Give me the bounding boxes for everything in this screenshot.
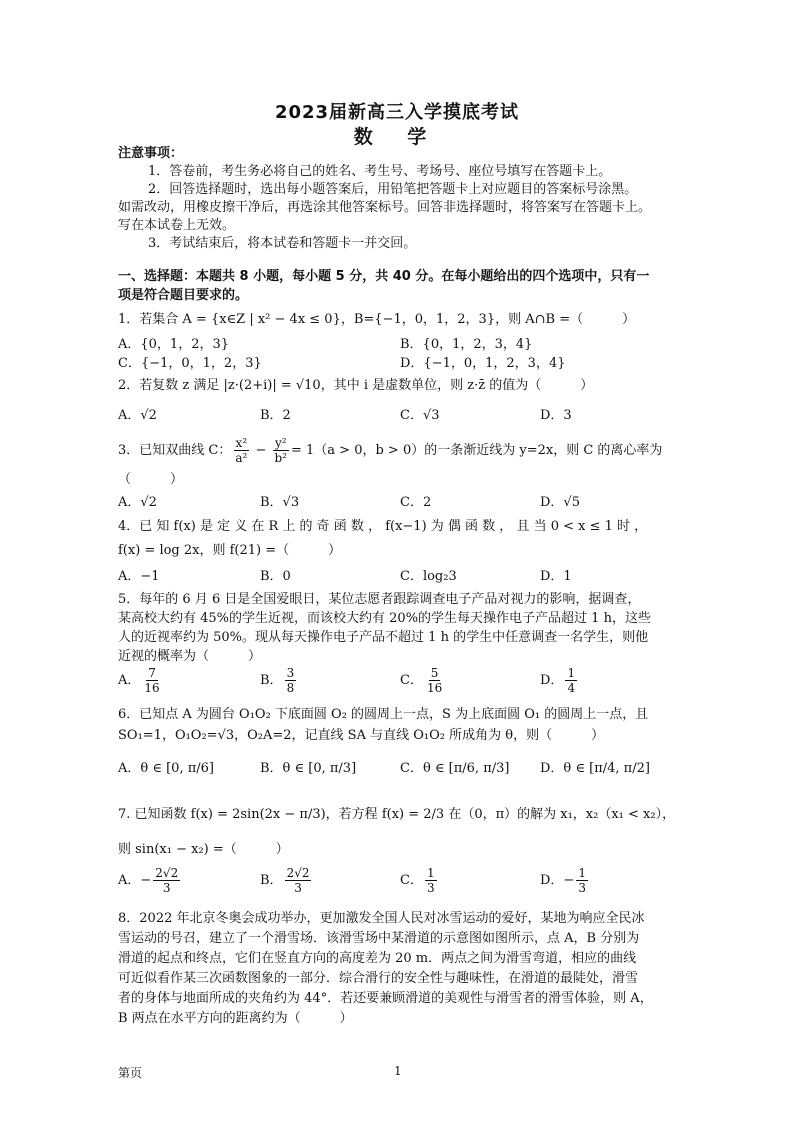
- q4-option-d: D．1: [540, 569, 572, 584]
- notice-item: 写在本试卷上无效。: [118, 218, 236, 233]
- q3-stem-pre: 3．已知双曲线 C：: [118, 443, 232, 458]
- question-4-stem: 4．已 知 f(x) 是 定 义 在 R 上 的 奇 函 数 ， f(x−1) 为 偶 函 数 ， 且 当 0 < x ≤ 1 时 ，: [118, 519, 648, 534]
- question-3-stem-cont: （ ）: [118, 472, 184, 487]
- q5-option-b: B． $\frac{3}{8}$: [260, 666, 295, 695]
- question-5-line: 人的近视率约为 50%。现从每天操作电子产品不超过 1 h 的学生中任意调查一名学生，则他: [118, 630, 649, 645]
- question-1-stem: 1．若集合 A = {x∈Z | x² − 4x ≤ 0}，B={−1，0，1，2，3}，则 A∩B =（ ）: [118, 312, 636, 327]
- question-5-line: 近视的概率为（ ）: [118, 649, 262, 664]
- q5-option-a: A． $\frac{7}{16}$: [118, 666, 160, 695]
- question-8-line: 雪运动的号召，建立了一个滑雪场．该滑雪场中某滑道的示意图如图所示，点 A，B 分别为: [118, 931, 640, 946]
- q3-fraction-y: $\frac{\text{y²}}{\text{b²}}$: [274, 436, 287, 465]
- question-7-stem: 7. 已知函数 f(x) = 2sin(2x − π/3)，若方程 f(x) = 2/3 在（0，π）的解为 x₁，x₂（x₁ < x₂），: [118, 807, 676, 822]
- q2-option-b: B．2: [260, 408, 291, 423]
- notice-item: 如需改动，用橡皮擦干净后，再选涂其他答案标号。回答非选择题时，将答案写在答题卡上。: [118, 200, 652, 215]
- notice-item: 3．考试结束后，将本试卷和答题卡一并交回。: [148, 236, 417, 251]
- page-number: 1: [394, 1064, 402, 1078]
- q4-option-a: A．−1: [118, 569, 160, 584]
- subject-title: 数 学: [353, 126, 441, 148]
- q7-option-b: B． $\frac{2√2}{3}$: [260, 866, 310, 895]
- q1-option-a: A．{0，1，2，3}: [118, 337, 230, 352]
- q3-option-a: A．√2: [118, 495, 157, 510]
- q3-option-d: D．√5: [540, 495, 580, 510]
- q2-option-d: D．3: [540, 408, 572, 423]
- question-4-stem-cont: f(x) = log 2x，则 f(21) =（ ）: [118, 543, 342, 558]
- notice-heading: 注意事项：: [118, 146, 184, 161]
- q4-option-b: B．0: [260, 569, 291, 584]
- q3-option-c: C．2: [400, 495, 432, 510]
- q7-option-c: C． $\frac{1}{3}$: [400, 866, 435, 895]
- q7-option-d: D．− $\frac{1}{3}$: [540, 866, 586, 895]
- q5-option-d: D． $\frac{1}{4}$: [540, 666, 576, 695]
- section-heading: 一、选择题：本题共 8 小题，每小题 5 分，共 40 分。在每小题给出的四个选项中，只有一: [118, 269, 650, 284]
- question-7-stem-cont: 则 sin(x₁ − x₂) =（ ）: [118, 842, 289, 857]
- q7-option-a: A．− $\frac{2√2}{3}$: [118, 866, 179, 895]
- q2-option-c: C．√3: [400, 408, 440, 423]
- notice-item: 2．回答选择题时，选出每小题答案后，用铅笔把答题卡上对应题目的答案标号涂黑。: [148, 182, 638, 197]
- q6-option-d: D．θ ∈ [π/4, π/2]: [540, 761, 650, 776]
- question-5-line: 5．每年的 6 月 6 日是全国爱眼日，某位志愿者跟踪调查电子产品对视力的影响，据调查，: [118, 592, 641, 607]
- question-8-line: 者的身体与地面所成的夹角约为 44°．若还要兼顾滑道的美观性与滑雪者的滑雪体验，则 A，: [118, 991, 653, 1006]
- q6-option-c: C．θ ∈ [π/6, π/3]: [400, 761, 510, 776]
- notice-item: 1．答卷前，考生务必将自己的姓名、考生号、考场号、座位号填写在答题卡上。: [148, 164, 612, 179]
- q3-fraction-x: $\frac{\text{x²}}{\text{a²}}$: [235, 436, 248, 465]
- q3-option-b: B．√3: [260, 495, 300, 510]
- q6-option-b: B．θ ∈ [0, π/3]: [260, 761, 357, 776]
- exam-title: 2023届新高三入学摸底考试: [274, 102, 520, 123]
- question-8-line: 8．2022 年北京冬奥会成功举办，更加激发全国人民对冰雪运动的爱好，某地为响应全民冰: [118, 911, 645, 926]
- question-3-stem: 3．已知双曲线 C： $\frac{\text{x²}}{\text{a²}}$ − $\frac{\text{y²}}{\text{b²}}$ = 1（a > 0，b > 0）的一条渐近线为 y=2x，则 C 的离心率为: [118, 436, 663, 465]
- question-2-stem: 2．若复数 z 满足 |z·(2+i)| = √10，其中 i 是虚数单位，则 z·z̄ 的值为（ ）: [118, 378, 594, 393]
- q1-option-c: C．{−1，0，1，2，3}: [118, 356, 262, 371]
- question-6-line: 6．已知点 A 为圆台 O₁O₂ 下底面圆 O₂ 的圆周上一点，S 为上底面圆 O₁ 的圆周上一点，且: [118, 707, 649, 722]
- section-heading: 项是符合题目要求的。: [118, 288, 249, 303]
- question-8-line: B 两点在水平方向的距离约为（ ）: [118, 1011, 353, 1026]
- q1-option-d: D．{−1，0，1，2，3，4}: [400, 356, 566, 371]
- question-8-line: 滑道的起点和终点，它们在竖直方向的高度差为 20 m．两点之间为滑雪弯道，相应的曲线: [118, 951, 637, 966]
- question-5-line: 某高校大约有 45%的学生近视，而该校大约有 20%的学生每天操作电子产品超过 1 h，这些: [118, 611, 651, 626]
- question-8-line: 可近似看作某三次函数图象的一部分．综合滑行的安全性与趣味性，在滑道的最陡处，滑雪: [118, 971, 639, 986]
- q2-option-a: A．√2: [118, 408, 157, 423]
- question-6-line: SO₁=1，O₁O₂=√3，O₂A=2，记直线 SA 与直线 O₁O₂ 所成角为 θ，则（ ）: [118, 728, 605, 743]
- footer-label: 第页: [118, 1066, 143, 1080]
- q3-stem-post: = 1（a > 0，b > 0）的一条渐近线为 y=2x，则 C 的离心率为: [291, 443, 663, 458]
- q6-option-a: A．θ ∈ [0, π/6]: [118, 761, 214, 776]
- q4-option-c: C．log₂3: [400, 569, 457, 584]
- q5-option-c: C． $\frac{5}{16}$: [400, 666, 443, 695]
- q1-option-b: B．{0，1，2，3，4}: [400, 337, 533, 352]
